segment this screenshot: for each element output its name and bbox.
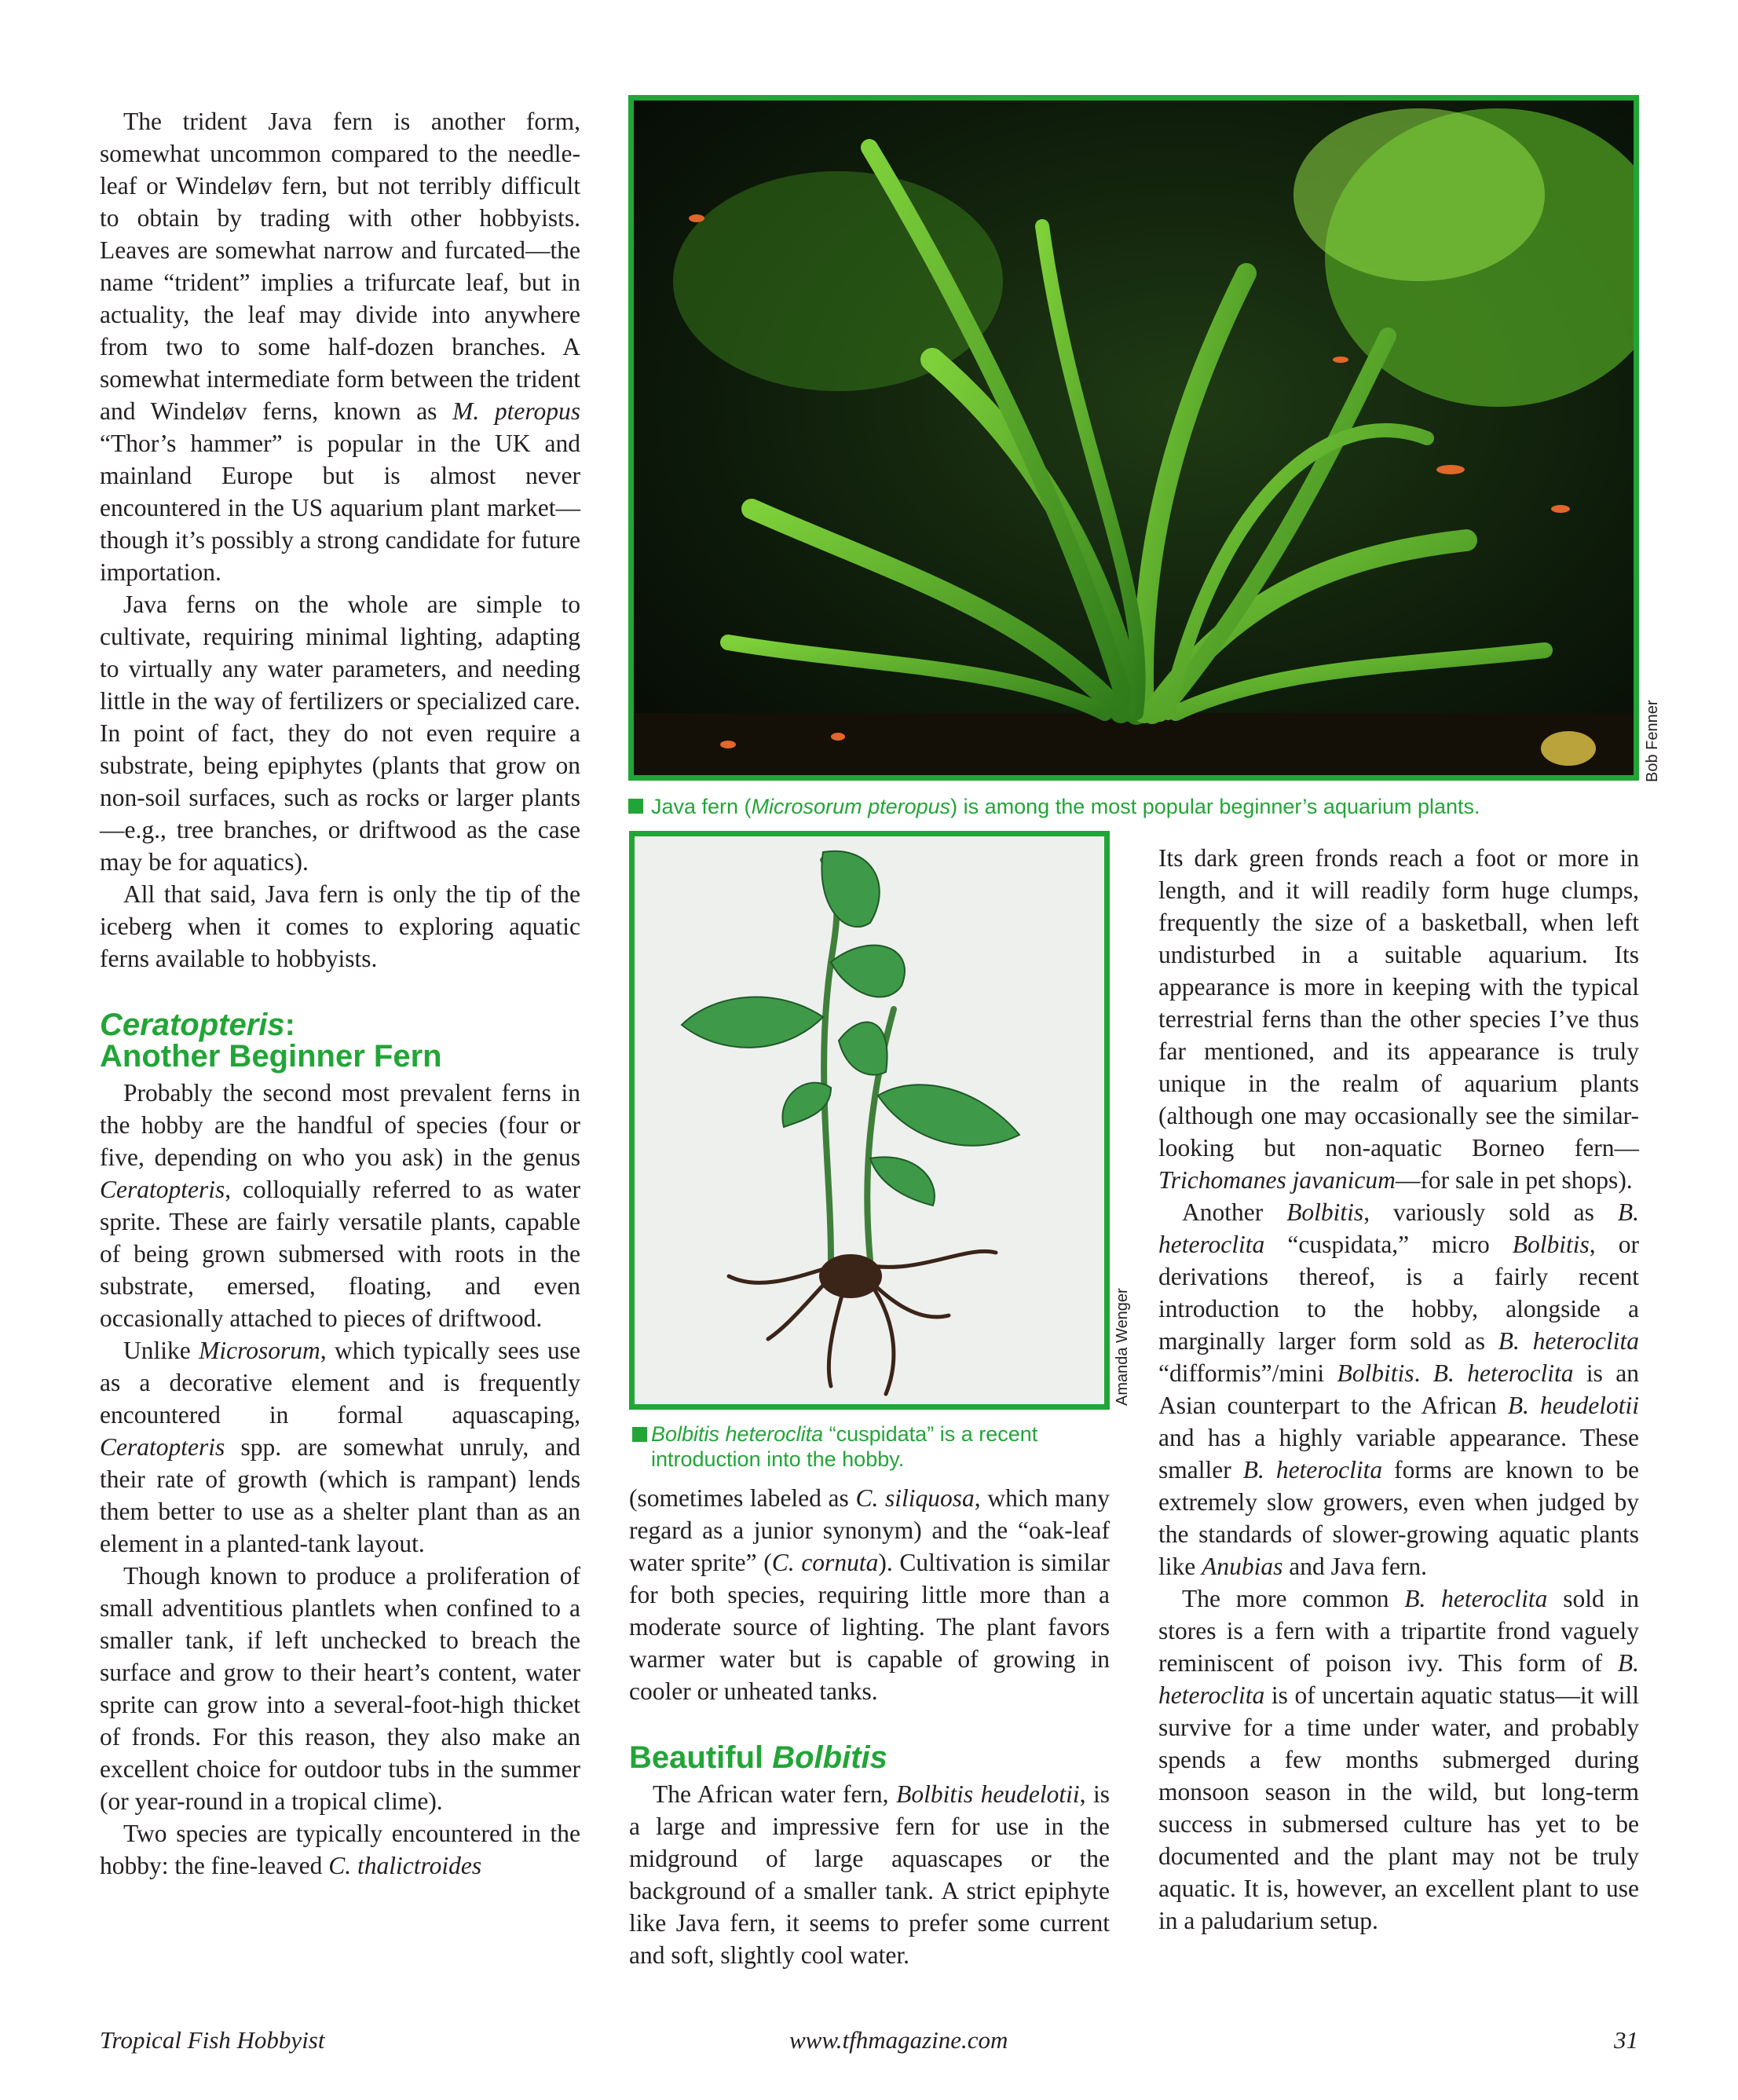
paragraph: Another Bolbitis, variously sold as B. heteroclita “cuspidata,” micro Bolbitis, or derivations thereof, is a fairly recent introduction to the hobby, alongside a marginally larger form sold as B. heteroclita “difformis”/mini Bolbitis. B. heteroclita is an Asian counterpart to the African B. heudelotii and has a highly variable appearance. These smaller B. heteroclita forms are known to be extremely slow growers, even when judged by the standards of slower-growing aquatic plants like Anubias and Java fern.	[1158, 1198, 1639, 1580]
section-heading-ceratopteris: Ceratopteris: Another Beginner Fern	[100, 1008, 442, 1074]
paragraph: The more common B. heteroclita sold in stores is a fern with a tripartite frond vaguely reminiscent of poison ivy. This form of B. heteroclita is of uncertain aquatic status—it will survive for a time under water, and probably spends a few months submerged during monsoon season in the wild, but long-term success in submersed culture has yet to be documented and the plant may not be truly aquatic. It is, however, an excellent plant to use in a paludarium setup.	[1158, 1585, 1639, 1934]
java-fern-image	[634, 101, 1634, 775]
article-column-2	[629, 1482, 1110, 1971]
article-column-3	[1158, 842, 1639, 1937]
java-fern-photo	[628, 95, 1639, 781]
photo-credit-1: Bob Fenner	[1644, 700, 1661, 782]
footer-magazine-title: Tropical Fish Hobbyist	[100, 2026, 325, 2054]
footer-website: www.tfhmagazine.com	[789, 2026, 1008, 2054]
paragraph: The African water fern, Bolbitis heudelotii, is a large and impressive fern for use in the midground of large aquascapes or the background of a smaller tank. A strict epiphyte like Java fern, it seems to prefer some current and soft, slightly cool water.	[629, 1780, 1110, 1969]
article-column-1	[100, 105, 580, 1882]
page-number: 31	[1614, 2026, 1638, 2054]
photo-caption-1: Java fern (Microsorum pteropus) is among the most popular beginner’s aquarium plants.	[628, 794, 1649, 819]
paragraph: Its dark green fronds reach a foot or more in length, and it will readily form huge clumps, frequently the size of a basketball, when left undisturbed in a suitable aquarium. Its appearance is more in keeping with the typical terrestrial ferns than the other species I’ve thus far mentioned, and its appearance is truly unique in the realm of aquarium plants (although one may occasionally see the similar-looking but non-aquatic Borneo fern—Trichomanes javanicum—for sale in pet shops).	[1158, 844, 1639, 1194]
paragraph: Though known to produce a proliferation of small adventitious plantlets when confined to a smaller tank, if left unchecked to breach the surface and grow to their heart’s content, water sprite can grow into a several-foot-high thicket of fronds. For this reason, they also make an excellent choice for outdoor tubs in the summer (or year-round in a tropical clime).	[100, 1562, 580, 1815]
photo-credit-2: Amanda Wenger	[1114, 1288, 1131, 1406]
paragraph: (sometimes labeled as C. siliquosa, which many regard as a junior synonym) and the “oak-leaf water sprite” (C. cornuta). Cultivation is similar for both species, requiring little more than a moderate source of lighting. The plant favors warmer water but is capable of growing in cooler or unheated tanks.	[629, 1484, 1110, 1705]
caption-square-icon	[632, 1427, 647, 1442]
paragraph: The trident Java fern is another form, somewhat uncommon compared to the needle-leaf or Windeløv fern, but not terribly difficult to obtain by trading with other hobbyists. Leaves are somewhat narrow and furcated—the name “trident” implies a trifurcate leaf, but in actuality, the leaf may divide into anywhere from two to some half-dozen branches. A somewhat intermediate form between the trident and Windeløv ferns, known as M. pteropus “Thor’s hammer” is popular in the UK and mainland Europe but is almost never encountered in the US aquarium plant market—though it’s possibly a strong candidate for future importation.	[100, 108, 581, 586]
bolbitis-photo	[629, 831, 1110, 1410]
photo-caption-2: Bolbitis heteroclita “cuspidata” is a recent introduction into the hobby.	[632, 1421, 1119, 1472]
bolbitis-image	[635, 836, 1104, 1404]
caption-square-icon	[628, 799, 643, 814]
paragraph: All that said, Java fern is only the tip of the iceberg when it comes to exploring aquatic ferns available to hobbyists.	[100, 880, 580, 972]
section-heading-bolbitis: Beautiful Bolbitis	[629, 1740, 887, 1775]
paragraph: Two species are typically encountered in the hobby: the fine-leaved C. thalictroides	[100, 1820, 580, 1879]
paragraph: Probably the second most prevalent ferns in the hobby are the handful of species (four or five, depending on who you ask) in the genus Ceratopteris, colloquially referred to as water sprite. These are fairly versatile plants, capable of being grown submersed with roots in the substrate, emersed, floating, and even occasionally attached to pieces of driftwood.	[100, 1079, 580, 1332]
paragraph: Java ferns on the whole are simple to cultivate, requiring minimal lighting, adapting to virtually any water parameters, and needing little in the way of fertilizers or specialized care. In point of fact, they do not even require a substrate, being epiphytes (plants that grow on non-soil surfaces, such as rocks or larger plants—e.g., tree branches, or driftwood as the case may be for aquatics).	[100, 591, 580, 876]
paragraph: Unlike Microsorum, which typically sees use as a decorative element and is frequently encountered in formal aquascaping, Ceratopteris spp. are somewhat unruly, and their rate of growth (which is rampant) lends them better to use as a shelter plant than as an element in a planted-tank layout.	[100, 1337, 581, 1557]
